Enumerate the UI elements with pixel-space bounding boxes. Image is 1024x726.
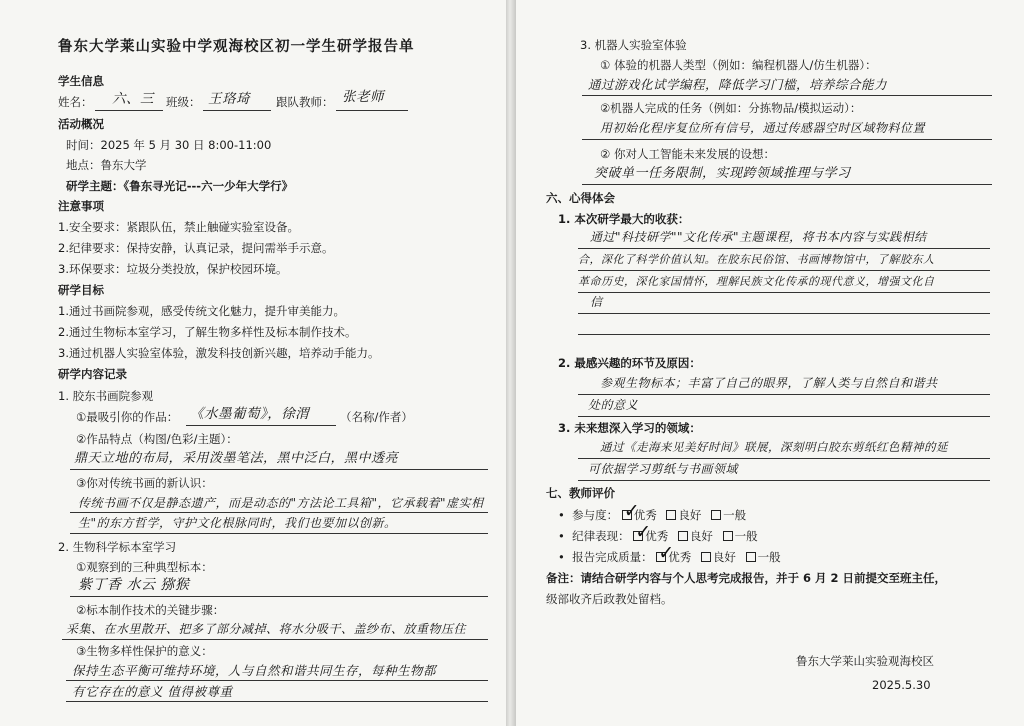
q1-1-underline (186, 425, 336, 426)
goal-3: 3.通过机器人实验室体验，激发科技创新兴趣，培养动手能力。 (58, 346, 380, 360)
teacher-label: 跟队教师： (276, 95, 334, 109)
r1-answer-1: 通过"科技研学""文化传承"主题课程，将书本内容与实践相结 (590, 230, 927, 244)
class-value: 王珞琦 (208, 91, 250, 107)
section-2-title: 2. 生物科学标本室学习 (58, 540, 177, 554)
q3-3-answer: 突破单一任务限制，实现跨领域推理与学习 (594, 166, 851, 181)
report-title: 鲁东大学莱山实验中学观海校区初一学生研学报告单 (58, 39, 415, 55)
quality-option-average[interactable]: 一般 (746, 550, 781, 565)
r2-answer-2: 处的意义 (588, 398, 639, 412)
footer-date: 2025.5.30 (872, 678, 931, 692)
eval-label-discipline: 纪律表现： (572, 529, 630, 543)
r1-answer-4: 信 (590, 295, 603, 309)
q3-1-answer: 通过游戏化试学编程，降低学习门槛，培养综合能力 (588, 77, 888, 92)
r2-answer-1: 参观生物标本；丰富了自己的眼界，了解人类与自然自和谐共 (600, 376, 938, 390)
checkmark-icon: ✓ (635, 521, 652, 543)
teacher-underline (336, 110, 408, 111)
r1-label: 1. 本次研学最大的收获： (558, 212, 690, 226)
q3-2-answer: 用初始化程序复位所有信号，通过传感器空时区域物料位置 (600, 121, 926, 135)
checkbox-icon[interactable] (678, 531, 688, 541)
r2-underline-1 (578, 394, 990, 395)
checkbox-icon[interactable] (723, 531, 733, 541)
note-2: 2.纪律要求：保持安静，认真记录，提问需举手示意。 (58, 241, 334, 255)
q1-3-label: ③你对传统书画的新认识： (76, 476, 213, 490)
q2-3-underline-2 (66, 701, 488, 702)
q2-1-underline (70, 596, 488, 597)
r1-underline-4 (578, 313, 990, 314)
q3-2-underline (582, 139, 992, 140)
q1-1-suffix: （名称/作者） (340, 410, 413, 424)
q2-3-underline-1 (66, 680, 488, 681)
r1-underline-3 (578, 292, 990, 293)
remark-line-1: 备注：请结合研学内容与个人思考完成报告，并于 6 月 2 日前提交至班主任， (546, 571, 947, 585)
r3-underline-1 (578, 458, 990, 459)
quality-option-excellent[interactable]: ✓ 优秀 (658, 542, 692, 564)
q3-1-label: ① 体验的机器人类型（例如：编程机器人/仿生机器）： (600, 58, 877, 72)
r1-answer-3: 革命历史，深化家国情怀，理解民族文化传承的现代意义，增强文化自 (578, 275, 935, 288)
right-page (516, 0, 1024, 726)
time-line: 时间：2025 年 5 月 30 日 8:00-11:00 (66, 138, 272, 152)
discipline-option-average[interactable]: 一般 (723, 529, 758, 544)
r3-answer-1: 通过《走海来见美好时间》联展，深刻明白胶东剪纸红色精神的延 (600, 440, 948, 454)
class-label: 班级： (166, 95, 201, 109)
eval-row-participation: • 参与度： ✓ 优秀 良好 一般 (558, 500, 747, 522)
checkbox-icon[interactable] (746, 552, 756, 562)
note-1: 1.安全要求：紧跟队伍，禁止触碰实验室设备。 (58, 220, 299, 234)
r1-underline-1 (578, 248, 990, 249)
q1-2-underline (70, 469, 488, 470)
q1-3-answer-1: 传统书画不仅是静态遗产，而是动态的"方法论工具箱"，它承载着"虚实相 (78, 496, 484, 510)
q2-3-answer-2: 有它存在的意义 值得被尊重 (72, 684, 233, 699)
q1-3-answer-2: 生"的东方哲学，守护文化根脉同时，我们也要加以创新。 (78, 516, 397, 530)
q2-1-answer: 紫丁香 水云 猕猴 (78, 577, 190, 593)
q1-1-answer: 《水墨葡萄》，徐渭 (190, 406, 310, 422)
eval-heading: 七、教师评价 (546, 486, 615, 500)
goals-heading: 研学目标 (58, 283, 104, 297)
r2-underline-2 (578, 416, 990, 417)
participation-option-excellent[interactable]: ✓ 优秀 (623, 500, 657, 522)
q2-2-answer: 采集、在水里散开、把多了部分减掉、将水分吸干、盖纱布、放重物压住 (66, 622, 467, 636)
q3-1-underline (582, 95, 992, 96)
discipline-option-good[interactable]: 良好 (678, 529, 713, 544)
r3-label: 3. 未来想深入学习的领域： (558, 421, 701, 435)
teacher-value: 张老师 (342, 89, 384, 105)
eval-row-quality: • 报告完成质量： ✓ 优秀 良好 一般 (558, 542, 781, 564)
name-value: 六、三 (112, 91, 154, 107)
left-page (0, 0, 506, 726)
r3-underline-2 (578, 480, 990, 481)
q1-1-label: ①最吸引你的作品： (76, 410, 179, 424)
goal-2: 2.通过生物标本室学习，了解生物多样性及标本制作技术。 (58, 325, 357, 339)
checkmark-icon: ✓ (658, 542, 675, 564)
discipline-option-excellent[interactable]: ✓ 优秀 (635, 521, 669, 543)
r1-underline-2 (578, 270, 990, 271)
q1-3-underline-1 (70, 512, 488, 513)
eval-label-quality: 报告完成质量： (572, 550, 653, 564)
section-3-title: 3. 机器人实验室体验 (580, 38, 687, 52)
overview-heading: 活动概况 (58, 117, 104, 131)
section-1-title: 1. 胶东书画院参观 (58, 389, 154, 403)
q2-2-underline (62, 639, 488, 640)
checkmark-icon: ✓ (623, 500, 640, 522)
q3-3-label: ② 你对人工智能未来发展的设想： (600, 147, 775, 161)
participation-option-average[interactable]: 一般 (711, 508, 746, 523)
r1-answer-2: 合，深化了科学价值认知。在胶东民俗馆、书画博物馆中，了解胶东人 (578, 253, 935, 266)
notes-heading: 注意事项 (58, 199, 104, 213)
records-heading: 研学内容记录 (58, 367, 127, 381)
participation-option-good[interactable]: 良好 (666, 508, 701, 523)
q2-3-answer-1: 保持生态平衡可维持环境，人与自然和谐共同生存，每种生物都 (72, 663, 437, 678)
place-line: 地点：鲁东大学 (66, 158, 147, 172)
q1-3-underline-2 (70, 533, 488, 534)
r2-label: 2. 最感兴趣的环节及原因： (558, 356, 701, 370)
name-label: 姓名： (58, 95, 93, 109)
q1-2-answer: 鼎天立地的布局，采用泼墨笔法，黑中泛白，黑中透亮 (74, 451, 399, 466)
q1-2-label: ②作品特点（构图/色彩/主题）： (76, 432, 238, 446)
q3-3-underline (582, 184, 992, 185)
q2-2-label: ②标本制作技术的关键步骤： (76, 603, 225, 617)
reflection-heading: 六、心得体会 (546, 191, 615, 205)
eval-row-discipline: • 纪律表现： ✓ 优秀 良好 一般 (558, 521, 758, 543)
q3-2-label: ②机器人完成的任务（例如：分拣物品/模拟运动）： (600, 101, 862, 115)
student-info-heading: 学生信息 (58, 74, 104, 88)
r3-answer-2: 可依据学习剪纸与书画领域 (588, 462, 739, 476)
quality-option-good[interactable]: 良好 (701, 550, 736, 565)
checkbox-icon[interactable] (701, 552, 711, 562)
q2-3-label: ③生物多样性保护的意义： (76, 644, 213, 658)
footer-organization: 鲁东大学莱山实验观海校区 (796, 654, 934, 668)
class-underline (203, 110, 271, 111)
checkbox-icon[interactable] (711, 510, 721, 520)
r1-underline-5 (578, 334, 990, 335)
theme-line: 研学主题：《鲁东寻光记---六一少年大学行》 (66, 179, 294, 193)
checkbox-icon[interactable] (666, 510, 676, 520)
name-underline (95, 110, 163, 111)
remark-line-2: 级部收齐后政教处留档。 (546, 592, 673, 606)
page-spine (506, 0, 516, 726)
goal-1: 1.通过书画院参观，感受传统文化魅力，提升审美能力。 (58, 304, 345, 318)
note-3: 3.环保要求：垃圾分类投放，保护校园环境。 (58, 262, 288, 276)
q2-1-label: ①观察到的三种典型标本： (76, 560, 213, 574)
eval-label-participation: 参与度： (572, 508, 619, 522)
